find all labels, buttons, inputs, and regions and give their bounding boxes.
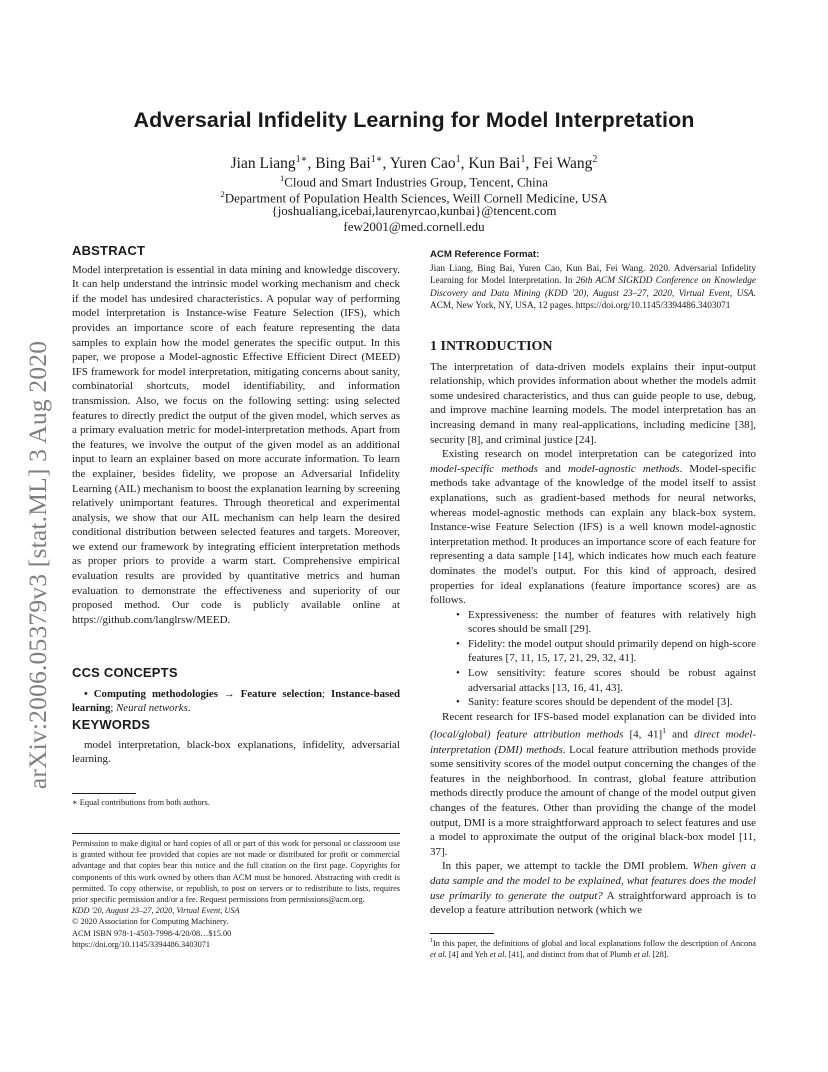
author-affiliation-mark: 1∗ (370, 154, 383, 165)
list-item (430, 666, 756, 695)
author-affiliation-mark: 1∗ (295, 154, 308, 165)
ccs-section (72, 666, 400, 716)
p4-part-a: In this paper, we attempt to tackle the DMI problem. (442, 860, 693, 873)
p3-term-attribution: (local/global) feature attribution methods (430, 729, 624, 742)
affiliation-2-text: Department of Population Health Sciences, Weill Cornell Medicine, USA (224, 190, 608, 206)
keywords-section (72, 718, 400, 767)
author-name: Bing Bai (315, 155, 371, 173)
footnote-rule-right (430, 933, 494, 934)
author-separator: , (307, 155, 316, 173)
affiliation-1-text: Cloud and Smart Industries Group, Tencent, China (284, 174, 549, 190)
list-item-text: Fidelity: the model output should primarily depend on high-score features [7, 11, 15, 17, 21, 29, 32, 41]. (468, 637, 756, 665)
footnote-1 (430, 936, 756, 961)
keywords-text: model interpretation, black-box explanations, infidelity, adversarial learning. (72, 738, 400, 766)
author-separator: , (525, 155, 534, 173)
acm-reference-text (430, 263, 756, 312)
doi-line: https://doi.org/10.1145/3394486.3403071 (72, 939, 211, 949)
affiliation-2-mark: 2 (220, 189, 225, 199)
list-item-text: Low sensitivity: feature scores should be robust against adversarial attacks [13, 16, 41, 43]. (468, 667, 756, 694)
author-affiliation-mark: 1 (455, 154, 461, 165)
intro-paragraph-3 (430, 710, 756, 860)
p2-part-a: Existing research on model interpretation can be categorized into (442, 448, 756, 461)
author-name: Jian Liang (230, 155, 296, 173)
p2-part-c: . Model-specific methods take advantage of the knowledge of the model itself to assist explanations, such as gradient-based methods for neural networks, whereas model-agnostic methods can explain any black-box system. Instance-wise Feature Selection (IFS) is a well known model-agnostic interpretation method. It produces an importance score of each feature for representing a data sample [14], which indicates how much each feature dominates the model's output. For this kind of approach, desired properties for ideal explanations (feature importance scores) are as follows. (430, 462, 756, 607)
acm-ref-venue: 26th ACM SIGKDD Conference on Knowledge Discovery and Data Mining (KDD '20), August 23–27, 2020, Virtual Event, USA. (430, 276, 756, 299)
arxiv-id: arXiv:2006.05379v3 [stat.ML] 3 Aug 2020 (23, 340, 53, 790)
introduction-heading: 1 INTRODUCTION (430, 339, 553, 354)
fn-part-c: [41], and distinct from that of Plumb (506, 950, 634, 960)
p3-part-d: . Local feature attribution methods provide some sensitivity scores of the model output concerning the changes of the features in the neighborhood. In contrast, global feature attribution methods directly produce the amount of change of the model output given changes of the features. Other than providing the change of the model output, DMI is a more straightforward approach to select features and use a model to approximate the output of the original black-box model [11, 37]. (430, 743, 756, 858)
bullet-icon: • (456, 637, 460, 650)
email-tencent: {joshualiang,icebai,laurenyrcao,kunbai}@tencent.com (271, 203, 557, 218)
ccs-separator: ; (322, 687, 331, 700)
footnote-1-mark: 1 (662, 726, 666, 736)
paper-title: Adversarial Infidelity Learning for Model Interpretation (133, 108, 695, 132)
fn-part-d: [28]. (650, 950, 669, 960)
copyright-line: © 2020 Association for Computing Machinery. (72, 917, 229, 927)
arxiv-stamp (18, 285, 58, 845)
permission-rule (72, 833, 400, 834)
bullet-icon: • (456, 667, 460, 680)
ccs-text (72, 687, 400, 716)
intro-paragraph-2 (430, 447, 756, 608)
acm-ref-part-1: Jian Liang, Bing Bai, Yuren Cao, Kun Bai, Fei Wang. 2020. Adversarial Infidelity Learning for Model Interpretation. In (430, 264, 756, 287)
list-item-text: Expressiveness: the number of features with relatively high scores should be small [29]. (468, 608, 756, 636)
acm-reference-heading: ACM Reference Format: (430, 249, 540, 260)
conference-line: KDD '20, August 23–27, 2020, Virtual Event, USA (72, 906, 240, 916)
properties-list (430, 608, 756, 710)
author-affiliation-mark: 1 (520, 154, 526, 165)
p2-part-b: and (537, 462, 568, 475)
p3-term-dmi: direct model-interpretation (DMI) methods (430, 729, 757, 756)
ccs-separator-2: ; (110, 702, 117, 715)
ccs-concept-1: • Computing methodologies → Feature selection (84, 687, 323, 700)
author-name: Kun Bai (468, 155, 521, 173)
ccs-heading: CCS CONCEPTS (72, 665, 178, 680)
permission-text: Permission to make digital or hard copies of all or part of this work for personal or classroom use is granted without fee provided that copies are not made or distributed for profit or commercial advantage and that copies bear this notice and the full citation on the first page. Copyrights for components of this work owned by others than ACM must be honored. Abstracting with credit is permitted. To copy otherwise, or republish, to post on servers or to redistribute to lists, requires prior specific permission and/or a fee. Request permissions from permissions@acm.org. (72, 839, 400, 905)
list-item-text: Sanity: feature scores should be dependent of the model [3]. (468, 696, 733, 709)
p3-part-a: Recent research for IFS-based model explanation can be divided into (442, 710, 756, 723)
fn-part-b: [4] and Yeh (446, 950, 490, 960)
p2-term-model-agnostic: model-agnostic methods (567, 462, 680, 475)
abstract-text: Model interpretation is essential in data mining and knowledge discovery. It can help understand the intrinsic model working mechanism and check if the model has undesired characteristics. A popular way of performing model interpretation is Instance-wise Feature Selection (IFS), which provides an importance score of each feature representing the data samples to explain how the model generates the specific output. In this paper, we propose a Model-agnostic Effective Efficient Direct (MEED) IFS framework for model interpretation, mitigating concerns about sanity, combinatorial shortcuts, model identifiability, and information transmission. Also, we focus on the following setting: using selected features to directly predict the output of the given model, which serves as a primary evaluation metric for model-interpretation methods. Apart from the features, we involve the output of the given model as an additional input to learn an explainer based on more accurate information. To learn the explainer, besides fidelity, we propose an Adversarial Infidelity Learning (AIL) mechanism to boost the explanation learning by screening relatively unimportant features. Through theoretical and experimental analysis, we show that our AIL mechanism can help learn the desired conditional distribution between selected features and targets. Moreover, we extend our framework by integrating efficient interpretation methods as proper priors to provide a warm start. Comprehensive empirical evaluation results are provided by quantitative metrics and human evaluation to demonstrate the effectiveness and superiority of our proposed method. Our code is publicly available online at https://github.com/langlrsw/MEED. (72, 263, 400, 626)
abstract-section (72, 244, 400, 627)
p2-term-model-specific: model-specific methods (430, 462, 538, 475)
bullet-icon: • (456, 608, 460, 621)
ccs-period: . (187, 702, 191, 715)
intro-paragraph-1: The interpretation of data-driven models explains their input-output relationship, which provides information about whether the models admit some undesired characteristics, and thus can guide people to use, debug, and improve machine learning models. The model interpretation has an increasing demand in many real-applications, including medicine [38], security [8], and criminal justice [24]. (430, 360, 756, 446)
author-separator: , (382, 155, 390, 173)
list-item (430, 695, 756, 710)
list-item (430, 608, 756, 637)
permission-block (72, 838, 400, 950)
abstract-heading: ABSTRACT (72, 243, 146, 258)
p4-question: When given a data sample and the model to be explained, what features does the model use primarily to generate the output? (430, 860, 756, 902)
fn-etal-1: et al. (430, 950, 447, 960)
p3-part-c: and (665, 729, 695, 742)
fn-etal-3: et al. (633, 950, 651, 960)
bullet-icon: • (456, 696, 460, 709)
isbn-line: ACM ISBN 978-1-4503-7998-4/20/08…$15.00 (72, 928, 232, 938)
p4-part-b: A straightforward approach is to develop a feature attribution network (which we (430, 889, 756, 917)
fn-part-a: In this paper, the definitions of global and local explanations follow the description of Ancona (433, 938, 756, 948)
footnote-rule-left (72, 793, 136, 794)
p3-citation: [4, 41] (623, 729, 663, 742)
author-name: Fei Wang (533, 155, 593, 173)
introduction-section (430, 340, 756, 918)
footnote-1-number: 1 (430, 938, 433, 944)
list-item (430, 637, 756, 666)
ccs-concept-3: Neural networks (116, 702, 188, 715)
footnote-equal-contribution: ∗ Equal contributions from both authors. (72, 798, 210, 807)
acm-reference (430, 249, 756, 312)
acm-ref-part-2: ACM, New York, NY, USA, 12 pages. https://doi.org/10.1145/3394486.3403071 (430, 300, 731, 311)
intro-paragraph-4 (430, 859, 756, 917)
author-separator: , (460, 155, 469, 173)
email-cornell: few2001@med.cornell.edu (343, 219, 485, 234)
author-name: Yuren Cao (389, 155, 456, 173)
fn-etal-2: et al. (489, 950, 507, 960)
keywords-heading: KEYWORDS (72, 717, 151, 732)
author-affiliation-mark: 2 (592, 154, 598, 165)
affiliation-1-mark: 1 (279, 173, 285, 183)
ccs-concept-2: Instance-based learning (72, 687, 400, 715)
